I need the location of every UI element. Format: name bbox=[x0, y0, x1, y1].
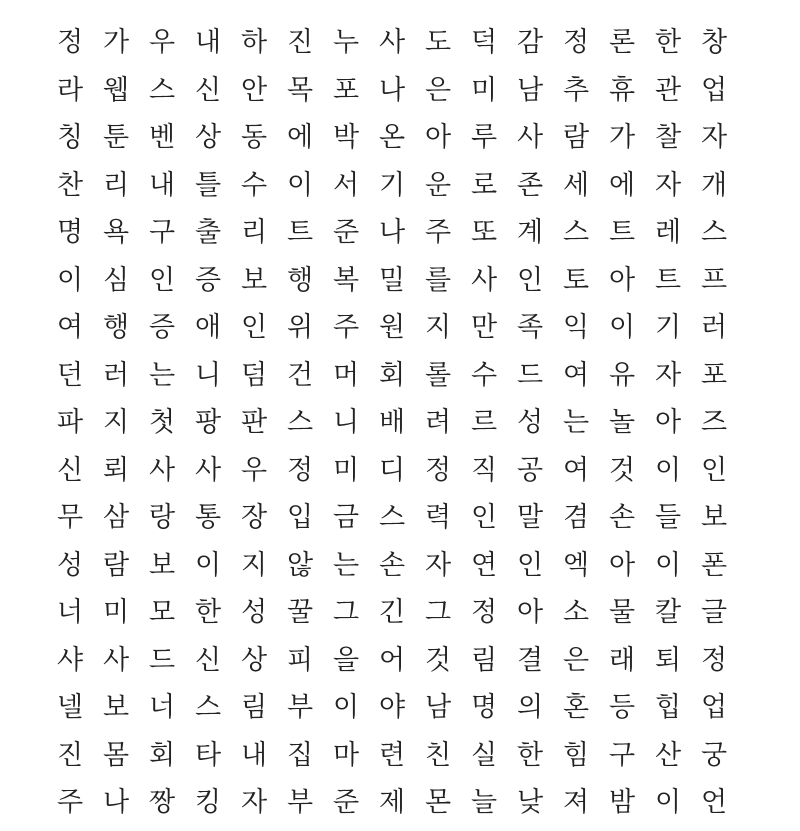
grid-cell: 내 bbox=[148, 169, 176, 201]
grid-cell: 칭 bbox=[56, 122, 84, 154]
grid-cell: 공 bbox=[516, 454, 544, 486]
grid-cell: 칼 bbox=[654, 597, 682, 629]
grid-cell: 기 bbox=[378, 169, 406, 201]
grid-cell: 져 bbox=[562, 787, 590, 819]
grid-cell: 이 bbox=[194, 549, 222, 581]
grid-cell: 을 bbox=[332, 644, 360, 676]
grid-cell: 은 bbox=[424, 74, 452, 106]
grid-cell: 찰 bbox=[654, 122, 682, 154]
grid-cell: 손 bbox=[378, 549, 406, 581]
grid-cell: 존 bbox=[516, 169, 544, 201]
grid-cell: 래 bbox=[608, 644, 636, 676]
grid-cell: 인 bbox=[148, 264, 176, 296]
grid-cell: 는 bbox=[148, 359, 176, 391]
grid-cell: 내 bbox=[240, 739, 268, 771]
grid-cell: 루 bbox=[470, 122, 498, 154]
grid-cell: 정 bbox=[470, 597, 498, 629]
grid-cell: 라 bbox=[56, 74, 84, 106]
word-search-grid bbox=[47, 19, 737, 831]
grid-cell: 회 bbox=[378, 359, 406, 391]
grid-cell: 휴 bbox=[608, 74, 636, 106]
grid-cell: 스 bbox=[562, 217, 590, 249]
grid-cell: 림 bbox=[470, 644, 498, 676]
grid-cell: 익 bbox=[562, 312, 590, 344]
grid-cell: 혼 bbox=[562, 692, 590, 724]
grid-cell: 금 bbox=[332, 502, 360, 534]
grid-cell: 로 bbox=[470, 169, 498, 201]
grid-cell: 결 bbox=[516, 644, 544, 676]
grid-cell: 사 bbox=[378, 27, 406, 59]
grid-cell: 정 bbox=[700, 644, 728, 676]
grid-cell: 개 bbox=[700, 169, 728, 201]
grid-cell: 정 bbox=[286, 454, 314, 486]
grid-cell: 롤 bbox=[424, 359, 452, 391]
grid-cell: 보 bbox=[700, 502, 728, 534]
grid-cell: 보 bbox=[102, 692, 130, 724]
grid-cell: 사 bbox=[194, 454, 222, 486]
grid-cell: 즈 bbox=[700, 407, 728, 439]
grid-cell: 또 bbox=[470, 217, 498, 249]
grid-cell: 회 bbox=[148, 739, 176, 771]
grid-cell: 등 bbox=[608, 692, 636, 724]
grid-cell: 준 bbox=[332, 217, 360, 249]
grid-cell: 것 bbox=[424, 644, 452, 676]
grid-cell: 수 bbox=[470, 359, 498, 391]
grid-cell: 원 bbox=[378, 312, 406, 344]
grid-cell: 트 bbox=[286, 217, 314, 249]
grid-cell: 주 bbox=[56, 787, 84, 819]
grid-cell: 보 bbox=[240, 264, 268, 296]
grid-cell: 정 bbox=[562, 27, 590, 59]
grid-cell: 하 bbox=[240, 27, 268, 59]
grid-cell: 트 bbox=[608, 217, 636, 249]
grid-cell: 찬 bbox=[56, 169, 84, 201]
grid-cell: 사 bbox=[516, 122, 544, 154]
grid-cell: 니 bbox=[332, 407, 360, 439]
grid-cell: 너 bbox=[56, 597, 84, 629]
grid-cell: 디 bbox=[378, 454, 406, 486]
grid-cell: 누 bbox=[332, 27, 360, 59]
grid-cell: 미 bbox=[470, 74, 498, 106]
grid-cell: 샤 bbox=[56, 644, 84, 676]
grid-cell: 도 bbox=[424, 27, 452, 59]
grid-cell: 사 bbox=[148, 454, 176, 486]
grid-cell: 람 bbox=[562, 122, 590, 154]
grid-cell: 무 bbox=[56, 502, 84, 534]
grid-cell: 지 bbox=[424, 312, 452, 344]
grid-cell: 세 bbox=[562, 169, 590, 201]
grid-cell: 포 bbox=[332, 74, 360, 106]
grid-cell: 통 bbox=[194, 502, 222, 534]
grid-cell: 한 bbox=[654, 27, 682, 59]
grid-cell: 삼 bbox=[102, 502, 130, 534]
grid-cell: 려 bbox=[424, 407, 452, 439]
grid-cell: 것 bbox=[608, 454, 636, 486]
grid-cell: 박 bbox=[332, 122, 360, 154]
grid-cell: 스 bbox=[378, 502, 406, 534]
grid-cell: 한 bbox=[516, 739, 544, 771]
grid-cell: 주 bbox=[424, 217, 452, 249]
grid-cell: 행 bbox=[102, 312, 130, 344]
grid-cell: 애 bbox=[194, 312, 222, 344]
grid-cell: 수 bbox=[240, 169, 268, 201]
grid-cell: 리 bbox=[102, 169, 130, 201]
grid-cell: 자 bbox=[700, 122, 728, 154]
grid-cell: 덕 bbox=[470, 27, 498, 59]
grid-cell: 지 bbox=[102, 407, 130, 439]
grid-cell: 출 bbox=[194, 217, 222, 249]
grid-cell: 한 bbox=[194, 597, 222, 629]
grid-cell: 니 bbox=[194, 359, 222, 391]
grid-cell: 인 bbox=[700, 454, 728, 486]
grid-cell: 신 bbox=[194, 74, 222, 106]
grid-cell: 몸 bbox=[102, 739, 130, 771]
grid-cell: 물 bbox=[608, 597, 636, 629]
grid-cell: 피 bbox=[286, 644, 314, 676]
grid-cell: 밀 bbox=[378, 264, 406, 296]
grid-cell: 입 bbox=[286, 502, 314, 534]
grid-cell: 말 bbox=[516, 502, 544, 534]
grid-cell: 글 bbox=[700, 597, 728, 629]
grid-cell: 력 bbox=[424, 502, 452, 534]
grid-cell: 어 bbox=[378, 644, 406, 676]
grid-cell: 아 bbox=[608, 549, 636, 581]
grid-cell: 스 bbox=[148, 74, 176, 106]
grid-cell: 론 bbox=[608, 27, 636, 59]
grid-cell: 은 bbox=[562, 644, 590, 676]
grid-cell: 에 bbox=[608, 169, 636, 201]
grid-cell: 던 bbox=[56, 359, 84, 391]
grid-cell: 지 bbox=[240, 549, 268, 581]
grid-cell: 상 bbox=[240, 644, 268, 676]
grid-cell: 레 bbox=[654, 217, 682, 249]
grid-cell: 스 bbox=[700, 217, 728, 249]
grid-cell: 인 bbox=[470, 502, 498, 534]
grid-cell: 증 bbox=[194, 264, 222, 296]
grid-cell: 나 bbox=[378, 74, 406, 106]
grid-cell: 사 bbox=[470, 264, 498, 296]
grid-cell: 에 bbox=[286, 122, 314, 154]
grid-cell: 준 bbox=[332, 787, 360, 819]
grid-cell: 킹 bbox=[194, 787, 222, 819]
grid-cell: 배 bbox=[378, 407, 406, 439]
grid-cell: 이 bbox=[608, 312, 636, 344]
grid-cell: 는 bbox=[332, 549, 360, 581]
grid-cell: 업 bbox=[700, 74, 728, 106]
grid-cell: 않 bbox=[286, 549, 314, 581]
grid-cell: 신 bbox=[56, 454, 84, 486]
grid-cell: 인 bbox=[516, 549, 544, 581]
grid-cell: 프 bbox=[700, 264, 728, 296]
grid-cell: 유 bbox=[608, 359, 636, 391]
grid-cell: 아 bbox=[424, 122, 452, 154]
grid-cell: 동 bbox=[240, 122, 268, 154]
grid-cell: 보 bbox=[148, 549, 176, 581]
grid-cell: 친 bbox=[424, 739, 452, 771]
grid-cell: 랑 bbox=[148, 502, 176, 534]
grid-cell: 이 bbox=[654, 549, 682, 581]
grid-cell: 가 bbox=[102, 27, 130, 59]
grid-cell: 판 bbox=[240, 407, 268, 439]
grid-cell: 타 bbox=[194, 739, 222, 771]
grid-cell: 신 bbox=[194, 644, 222, 676]
grid-cell: 나 bbox=[378, 217, 406, 249]
grid-cell: 이 bbox=[286, 169, 314, 201]
grid-cell: 놀 bbox=[608, 407, 636, 439]
grid-cell: 창 bbox=[700, 27, 728, 59]
grid-cell: 아 bbox=[608, 264, 636, 296]
grid-cell: 욕 bbox=[102, 217, 130, 249]
grid-cell: 틀 bbox=[194, 169, 222, 201]
grid-cell: 러 bbox=[700, 312, 728, 344]
grid-cell: 상 bbox=[194, 122, 222, 154]
grid-cell: 이 bbox=[654, 787, 682, 819]
grid-cell: 자 bbox=[240, 787, 268, 819]
grid-cell: 우 bbox=[240, 454, 268, 486]
grid-cell: 집 bbox=[286, 739, 314, 771]
grid-cell: 자 bbox=[654, 359, 682, 391]
grid-cell: 모 bbox=[148, 597, 176, 629]
grid-cell: 사 bbox=[102, 644, 130, 676]
grid-cell: 포 bbox=[700, 359, 728, 391]
grid-cell: 힘 bbox=[562, 739, 590, 771]
grid-cell: 그 bbox=[424, 597, 452, 629]
grid-cell: 야 bbox=[378, 692, 406, 724]
grid-cell: 심 bbox=[102, 264, 130, 296]
grid-cell: 마 bbox=[332, 739, 360, 771]
grid-cell: 덤 bbox=[240, 359, 268, 391]
grid-cell: 구 bbox=[148, 217, 176, 249]
grid-cell: 람 bbox=[102, 549, 130, 581]
grid-cell: 드 bbox=[516, 359, 544, 391]
grid-cell: 르 bbox=[470, 407, 498, 439]
grid-cell: 성 bbox=[240, 597, 268, 629]
grid-cell: 밤 bbox=[608, 787, 636, 819]
grid-cell: 감 bbox=[516, 27, 544, 59]
grid-cell: 주 bbox=[332, 312, 360, 344]
grid-cell: 진 bbox=[286, 27, 314, 59]
grid-cell: 여 bbox=[562, 359, 590, 391]
grid-cell: 낮 bbox=[516, 787, 544, 819]
grid-cell: 궁 bbox=[700, 739, 728, 771]
grid-cell: 트 bbox=[654, 264, 682, 296]
grid-cell: 엑 bbox=[562, 549, 590, 581]
grid-cell: 토 bbox=[562, 264, 590, 296]
grid-cell: 구 bbox=[608, 739, 636, 771]
grid-cell: 기 bbox=[654, 312, 682, 344]
grid-cell: 자 bbox=[424, 549, 452, 581]
grid-cell: 여 bbox=[56, 312, 84, 344]
grid-cell: 툰 bbox=[102, 122, 130, 154]
grid-cell: 스 bbox=[286, 407, 314, 439]
grid-cell: 미 bbox=[332, 454, 360, 486]
grid-cell: 관 bbox=[654, 74, 682, 106]
grid-cell: 웹 bbox=[102, 74, 130, 106]
grid-cell: 증 bbox=[148, 312, 176, 344]
grid-cell: 복 bbox=[332, 264, 360, 296]
grid-cell: 긴 bbox=[378, 597, 406, 629]
grid-cell: 산 bbox=[654, 739, 682, 771]
grid-cell: 손 bbox=[608, 502, 636, 534]
grid-cell: 아 bbox=[654, 407, 682, 439]
grid-cell: 러 bbox=[102, 359, 130, 391]
grid-cell: 뢰 bbox=[102, 454, 130, 486]
grid-cell: 계 bbox=[516, 217, 544, 249]
grid-cell: 행 bbox=[286, 264, 314, 296]
grid-cell: 부 bbox=[286, 692, 314, 724]
grid-cell: 는 bbox=[562, 407, 590, 439]
grid-cell: 몬 bbox=[424, 787, 452, 819]
grid-cell: 실 bbox=[470, 739, 498, 771]
grid-cell: 성 bbox=[516, 407, 544, 439]
grid-cell: 힙 bbox=[654, 692, 682, 724]
grid-cell: 인 bbox=[516, 264, 544, 296]
grid-cell: 자 bbox=[654, 169, 682, 201]
grid-cell: 의 bbox=[516, 692, 544, 724]
grid-cell: 위 bbox=[286, 312, 314, 344]
grid-cell: 꿀 bbox=[286, 597, 314, 629]
grid-cell: 운 bbox=[424, 169, 452, 201]
grid-cell: 첫 bbox=[148, 407, 176, 439]
grid-cell: 추 bbox=[562, 74, 590, 106]
grid-cell: 벤 bbox=[148, 122, 176, 154]
grid-cell: 림 bbox=[240, 692, 268, 724]
grid-cell: 이 bbox=[56, 264, 84, 296]
grid-cell: 진 bbox=[56, 739, 84, 771]
grid-cell: 늘 bbox=[470, 787, 498, 819]
grid-cell: 폰 bbox=[700, 549, 728, 581]
grid-cell: 나 bbox=[102, 787, 130, 819]
grid-cell: 남 bbox=[424, 692, 452, 724]
grid-cell: 명 bbox=[56, 217, 84, 249]
grid-cell: 련 bbox=[378, 739, 406, 771]
grid-cell: 제 bbox=[378, 787, 406, 819]
grid-cell: 족 bbox=[516, 312, 544, 344]
grid-cell: 남 bbox=[516, 74, 544, 106]
grid-cell: 정 bbox=[424, 454, 452, 486]
grid-cell: 건 bbox=[286, 359, 314, 391]
grid-cell: 를 bbox=[424, 264, 452, 296]
grid-cell: 업 bbox=[700, 692, 728, 724]
grid-cell: 리 bbox=[240, 217, 268, 249]
grid-cell: 이 bbox=[654, 454, 682, 486]
grid-cell: 머 bbox=[332, 359, 360, 391]
grid-cell: 그 bbox=[332, 597, 360, 629]
grid-cell: 우 bbox=[148, 27, 176, 59]
grid-cell: 서 bbox=[332, 169, 360, 201]
grid-cell: 들 bbox=[654, 502, 682, 534]
grid-cell: 가 bbox=[608, 122, 636, 154]
grid-cell: 아 bbox=[516, 597, 544, 629]
grid-cell: 드 bbox=[148, 644, 176, 676]
grid-cell: 성 bbox=[56, 549, 84, 581]
grid-cell: 안 bbox=[240, 74, 268, 106]
grid-cell: 언 bbox=[700, 787, 728, 819]
grid-cell: 장 bbox=[240, 502, 268, 534]
grid-cell: 명 bbox=[470, 692, 498, 724]
grid-cell: 짱 bbox=[148, 787, 176, 819]
grid-cell: 너 bbox=[148, 692, 176, 724]
grid-cell: 온 bbox=[378, 122, 406, 154]
grid-cell: 직 bbox=[470, 454, 498, 486]
grid-cell: 연 bbox=[470, 549, 498, 581]
grid-cell: 정 bbox=[56, 27, 84, 59]
grid-cell: 부 bbox=[286, 787, 314, 819]
grid-cell: 내 bbox=[194, 27, 222, 59]
grid-cell: 여 bbox=[562, 454, 590, 486]
grid-cell: 소 bbox=[562, 597, 590, 629]
grid-cell: 이 bbox=[332, 692, 360, 724]
grid-cell: 목 bbox=[286, 74, 314, 106]
grid-cell: 파 bbox=[56, 407, 84, 439]
grid-cell: 겸 bbox=[562, 502, 590, 534]
grid-cell: 팡 bbox=[194, 407, 222, 439]
grid-cell: 스 bbox=[194, 692, 222, 724]
grid-cell: 인 bbox=[240, 312, 268, 344]
grid-cell: 만 bbox=[470, 312, 498, 344]
grid-cell: 미 bbox=[102, 597, 130, 629]
grid-cell: 퇴 bbox=[654, 644, 682, 676]
grid-cell: 넬 bbox=[56, 692, 84, 724]
